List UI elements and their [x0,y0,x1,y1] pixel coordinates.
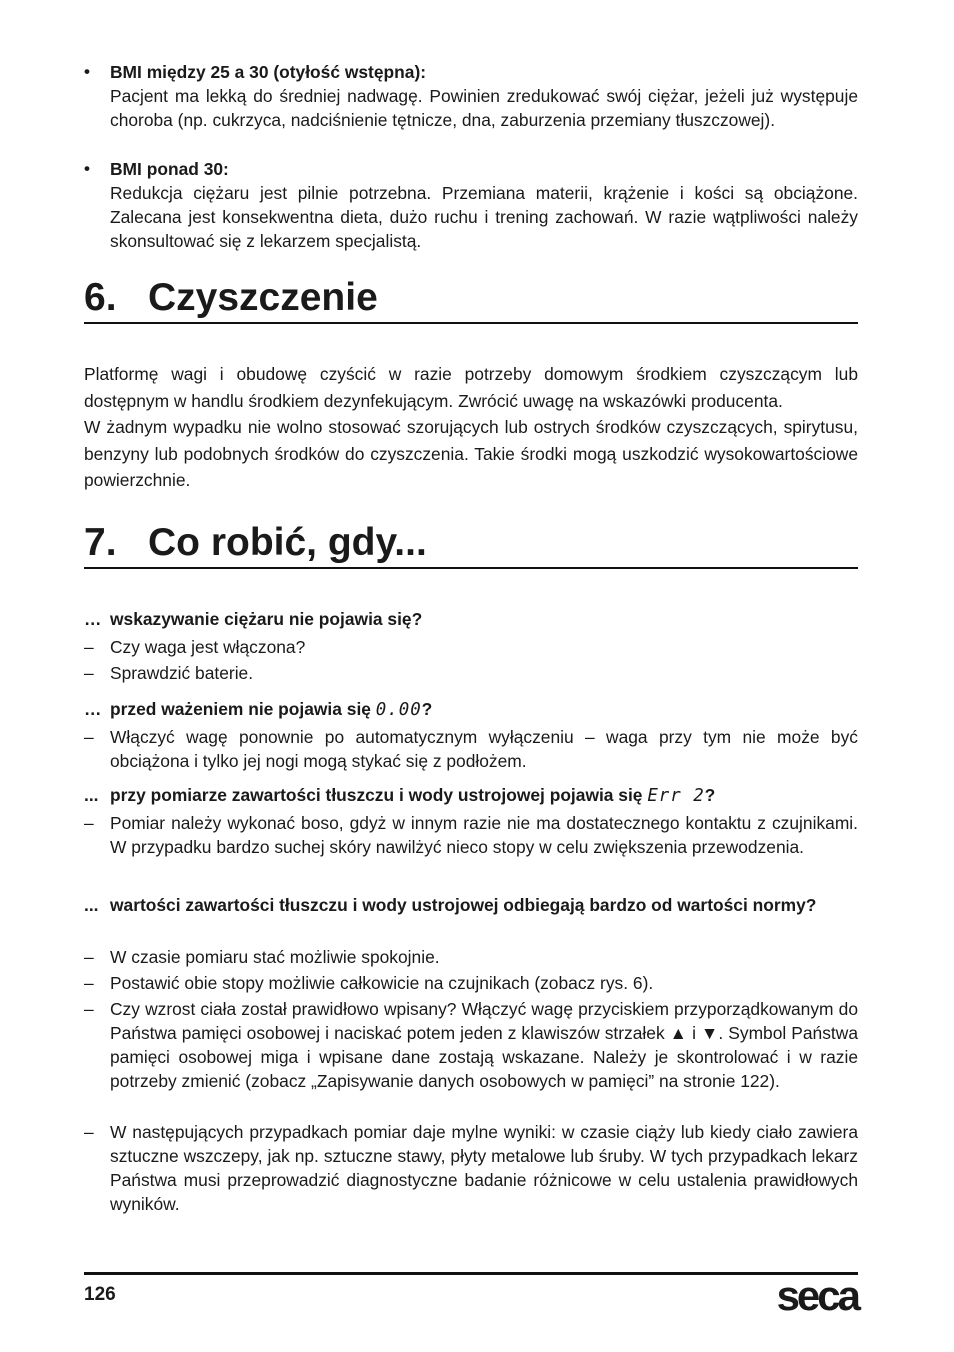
bullet-title: BMI między 25 a 30 (otyłość wstępna): [110,62,427,82]
answer-item [84,945,858,969]
section-heading-6 [84,276,858,324]
dash-mark: – [84,999,94,1019]
bullet-text: Pacjent ma lekką do średniej nadwagę. Powinien zredukować swój ciężar, jeżeli już występuje choroba (np. cukrzyca, nadciśnienie tętnicze, dna, zaburzenia przemiany tłuszczowej). [110,86,858,130]
answer-item [84,971,858,995]
answer-item [84,725,858,773]
answer-text: Postawić obie stopy możliwie całkowicie na czujnikach (zobacz rys. 6). [110,973,654,993]
bullet-title: BMI ponad 30: [110,159,229,179]
lcd-display-value: Err 2 [647,786,705,806]
question-lead: … [84,699,102,719]
paragraph: W żadnym wypadku nie wolno stosować szorujących lub ostrych środków czyszczących, spirytusu, benzyny lub podobnych środków do czyszczenia. Takie środki mogą uszkodzić wysokowartościowe powierzchnie. [84,417,858,490]
question-lead: ... [84,895,99,915]
dash-mark: – [84,727,94,747]
dash-mark: – [84,663,94,683]
section-title: Co robić, gdy... [148,521,427,564]
question-text: wskazywanie ciężaru nie pojawia się? [110,609,423,629]
answer-text: Czy wzrost ciała został prawidłowo wpisany? Włączyć wagę przyciskiem przyporządkowanym do Państwa pamięci osobowej i naciskać potem jeden z klawiszów strzałek ▲ i ▼. Symbol Państwa pamięci osobowej miga i wpisane dane zostają wskazane. Należy je skontrolować i w razie potrzeby zmienić (zobacz „Zapisywanie danych osobowych w pamięci” na stronie 122). [110,999,858,1091]
seca-logo: seca [776,1272,858,1319]
question-text [110,697,858,722]
bullet-text: Redukcja ciężaru jest pilnie potrzebna. Przemiana materii, krążenie i kości są obciążone. Zalecana jest konsekwentna dieta, dużo ruchu i trening zachowań. W razie wątpliwości należy skonsultować się z lekarzem specjalistą. [110,183,858,251]
dash-mark: – [84,1122,94,1142]
answer-item [84,661,858,685]
bullet-bmi-30 [84,157,858,253]
bullet-mark: • [84,159,90,178]
answer-item [84,1120,858,1216]
page-number: 126 [84,1284,116,1305]
dash-mark: – [84,973,94,993]
dash-mark: – [84,813,94,833]
answer-text: Pomiar należy wykonać boso, gdyż w innym razie nie ma dostatecznego kontaktu z czujnikami. W przypadku bardzo suchej skóry nawilżyć nieco stopy w celu zwiększenia przewodzenia. [110,813,858,857]
question-text-part: ? [421,699,433,719]
dash-mark: – [84,637,94,657]
question-lead: ... [84,785,99,805]
section-heading-7 [84,521,858,569]
answer-text: Czy waga jest włączona? [110,637,306,657]
dash-mark: – [84,947,94,967]
answer-text: W następujących przypadkach pomiar daje mylne wyniki: w czasie ciąży lub kiedy ciało zawiera sztuczne wszczepy, jak np. sztuczne stawy, płyty metalowe lub śruby. W tych przypadkach lekarz Państwa musi przeprowadzić diagnostyczne badanie różnicowe w celu ustalenia prawidłowych wyników. [110,1122,858,1214]
question-lead: … [84,609,102,629]
question [84,893,858,917]
answer-text: W czasie pomiaru stać możliwie spokojnie. [110,947,440,967]
footer-rule [84,1272,858,1275]
section-title: Czyszczenie [148,276,378,319]
section-number: 6. [84,276,117,319]
paragraph: Platformę wagi i obudowę czyścić w razie potrzeby domowym środkiem czyszczącym lub dostępnym w handlu środkiem dezynfekującym. Zwrócić uwagę na wskazówki producenta. [84,364,858,411]
document-page [84,0,858,1352]
question [84,783,858,808]
question [84,607,858,631]
bullet-bmi-25-30 [84,60,858,132]
section-number: 7. [84,521,117,564]
question [84,697,858,722]
question-text-part: przed ważeniem nie pojawia się [110,699,376,719]
lcd-display-value: 0.00 [375,700,422,720]
question-text-part: ? [704,785,716,805]
answer-text: Włączyć wagę ponownie po automatycznym wyłączeniu – waga przy tym nie może być obciążona i tylko jej nogi mogą stykać się z podłożem. [110,727,858,771]
question-text [110,783,858,808]
bullet-mark: • [84,62,90,81]
answer-item [84,635,858,659]
answer-item [84,997,858,1093]
answer-item [84,811,858,859]
question-text: wartości zawartości tłuszczu i wody ustrojowej odbiegają bardzo od wartości normy? [110,895,817,915]
question-text-part: przy pomiarze zawartości tłuszczu i wody ustrojowej pojawia się [110,785,648,805]
answer-text: Sprawdzić baterie. [110,663,254,683]
